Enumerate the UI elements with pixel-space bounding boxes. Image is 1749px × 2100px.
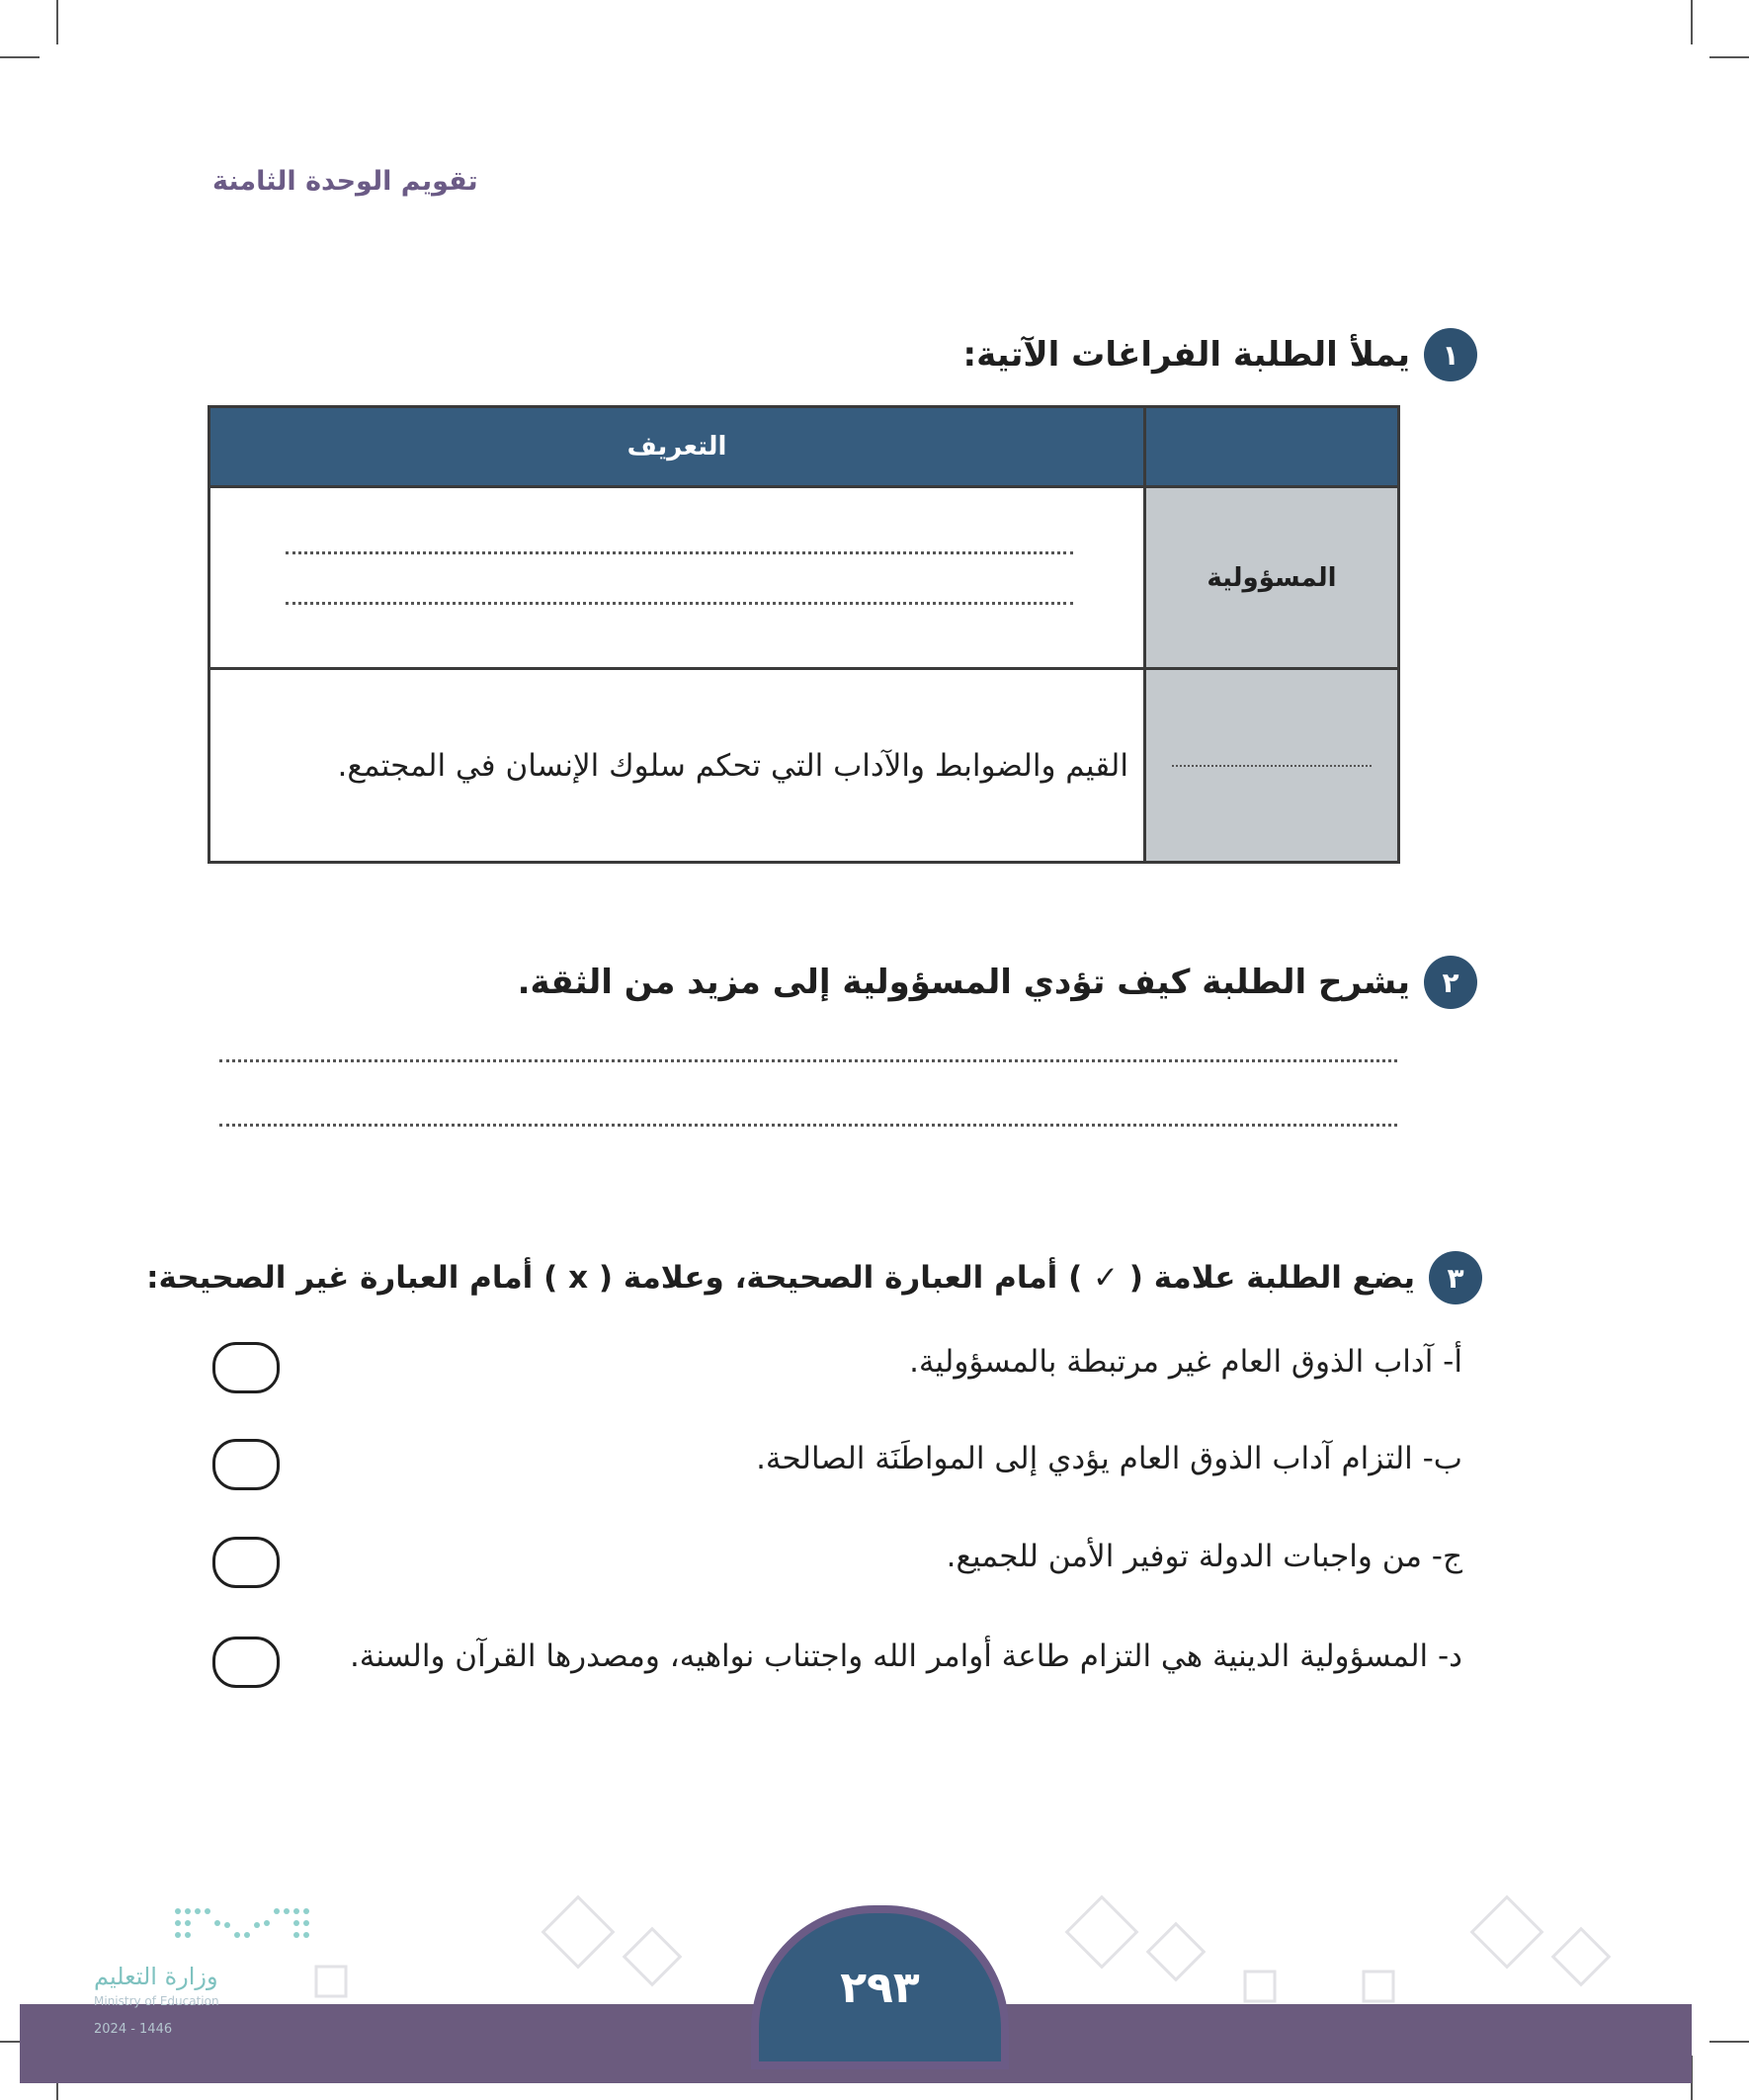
page-number: ٢٩٣ — [751, 1905, 1009, 2069]
answer-line[interactable] — [219, 1059, 1397, 1062]
term-cell — [1145, 487, 1399, 669]
logo-year: 2024 - 1446 — [94, 2022, 173, 2037]
question-1-heading — [963, 328, 1478, 381]
crop-mark — [1709, 2041, 1749, 2043]
unit-title: تقويم الوحدة الثامنة — [212, 166, 478, 197]
question-2-heading — [518, 956, 1477, 1009]
definition-table — [208, 405, 1400, 864]
answer-line[interactable] — [286, 551, 1073, 554]
definition-text: القيم والضوابط والآداب التي تحكم سلوك الإنسان في المجتمع. — [337, 747, 1128, 784]
definition-cell — [209, 669, 1145, 863]
question-number-badge: ٢ — [1424, 956, 1477, 1009]
answer-box[interactable] — [212, 1637, 280, 1688]
ministry-logo — [94, 1895, 331, 2037]
question-number-badge: ٣ — [1429, 1251, 1482, 1304]
crop-mark — [56, 0, 58, 44]
question-number-badge: ١ — [1424, 328, 1477, 381]
logo-dots-icon — [168, 1901, 326, 1951]
crop-mark — [0, 56, 40, 58]
table-header-definition: التعريف — [209, 407, 1145, 487]
statement-row — [208, 1340, 1462, 1395]
answer-box[interactable] — [212, 1342, 280, 1393]
question-prompt: يضع الطلبة علامة ( ✓ ) أمام العبارة الصحيحة، وعلامة ( x ) أمام العبارة غير الصحيحة: — [146, 1260, 1415, 1296]
question-prompt: يشرح الطلبة كيف تؤدي المسؤولية إلى مزيد من الثقة. — [517, 963, 1410, 1002]
definition-answer-cell[interactable] — [209, 487, 1145, 669]
statement-row — [208, 1635, 1462, 1690]
table-header-term — [1145, 407, 1399, 487]
statement-text: د- المسؤولية الدينية هي التزام طاعة أوامر الله واجتناب نواهيه، ومصدرها القرآن والسنة. — [349, 1638, 1462, 1674]
statement-text: ج- من واجبات الدولة توفير الأمن للجميع. — [946, 1539, 1462, 1574]
logo-text: وزارة التعليم — [94, 1963, 218, 1990]
crop-mark — [1709, 56, 1749, 58]
term-answer-cell[interactable] — [1145, 669, 1399, 863]
answer-line[interactable] — [219, 1124, 1397, 1127]
term-label: المسؤولية — [1207, 562, 1337, 593]
crop-mark — [1691, 0, 1693, 44]
logo-subtext: Ministry of Education — [94, 1994, 219, 2008]
question-prompt: يملأ الطلبة الفراغات الآتية: — [962, 335, 1410, 375]
answer-box[interactable] — [212, 1439, 280, 1490]
statement-row — [208, 1437, 1462, 1492]
answer-box[interactable] — [212, 1537, 280, 1588]
answer-line[interactable] — [286, 602, 1073, 605]
statement-text: أ- آداب الذوق العام غير مرتبطة بالمسؤولية. — [909, 1344, 1462, 1380]
question-3-heading — [146, 1251, 1482, 1304]
answer-line[interactable] — [1172, 765, 1372, 767]
statement-row — [208, 1535, 1462, 1590]
statement-text: ب- التزام آداب الذوق العام يؤدي إلى المواطَنَة الصالحة. — [756, 1441, 1462, 1476]
